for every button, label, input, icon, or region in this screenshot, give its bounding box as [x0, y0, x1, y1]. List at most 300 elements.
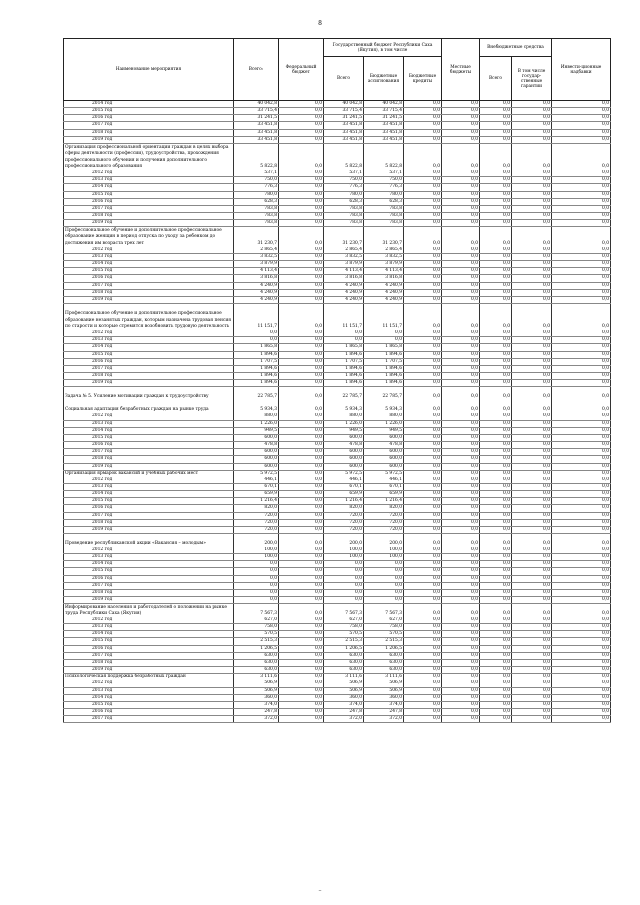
- year-label: 2013 год: [64, 687, 234, 694]
- amount-cell: 627,0: [234, 617, 279, 624]
- amount-cell: 0,0: [442, 463, 480, 470]
- amount-cell: 0,0: [404, 268, 442, 275]
- amount-cell: 0,0: [552, 617, 611, 624]
- amount-cell: 783,8: [324, 220, 364, 227]
- amount-cell: 0,0: [512, 220, 552, 227]
- year-row: [64, 645, 611, 652]
- amount-cell: 3 111,6: [324, 674, 364, 681]
- amount-cell: 0,0: [404, 337, 442, 344]
- year-row: [64, 427, 611, 434]
- year-row: [64, 667, 611, 674]
- amount-cell: 0,0: [442, 561, 480, 568]
- amount-cell: 783,8: [234, 212, 279, 219]
- amount-cell: 0,0: [480, 470, 512, 477]
- amount-cell: 0,0: [480, 434, 512, 441]
- amount-cell: 776,3: [364, 184, 404, 191]
- amount-cell: 0,0: [512, 253, 552, 260]
- amount-cell: 949,5: [234, 427, 279, 434]
- year-label: 2013 год: [64, 624, 234, 631]
- amount-cell: 0,0: [512, 387, 552, 400]
- amount-cell: 4 240,9: [364, 282, 404, 289]
- amount-cell: 0,0: [552, 561, 611, 568]
- amount-cell: 0,0: [442, 358, 480, 365]
- amount-cell: 0,0: [512, 442, 552, 449]
- amount-cell: 0,0: [404, 212, 442, 219]
- amount-cell: 0,0: [442, 365, 480, 372]
- amount-cell: 0,0: [480, 617, 512, 624]
- table-header: [63, 38, 611, 101]
- amount-cell: 880,0: [364, 413, 404, 420]
- year-label: 2017 год: [64, 205, 234, 212]
- amount-cell: 0,0: [480, 184, 512, 191]
- year-row: [64, 289, 611, 296]
- year-label: 2017 год: [64, 449, 234, 456]
- amount-cell: 0,0: [279, 351, 324, 358]
- amount-cell: 0,0: [512, 289, 552, 296]
- year-row: [64, 659, 611, 666]
- amount-cell: 0,0: [404, 526, 442, 533]
- header-local: Местные бюджеты: [442, 39, 480, 101]
- amount-cell: 630,0: [364, 659, 404, 666]
- amount-cell: 0,0: [552, 400, 611, 413]
- amount-cell: 0,0: [279, 413, 324, 420]
- amount-cell: 0,0: [279, 701, 324, 708]
- amount-cell: 0,0: [442, 680, 480, 687]
- amount-cell: 0,0: [279, 427, 324, 434]
- amount-cell: 0,0: [324, 561, 364, 568]
- amount-cell: 0,0: [552, 101, 611, 108]
- amount-cell: 478,8: [324, 442, 364, 449]
- amount-cell: 3 832,5: [364, 253, 404, 260]
- amount-cell: 4 240,9: [364, 296, 404, 303]
- amount-cell: 0,0: [512, 604, 552, 617]
- year-row: [64, 498, 611, 505]
- year-label: 2015 год: [64, 568, 234, 575]
- year-label: 2012 год: [64, 330, 234, 337]
- year-label: 2014 год: [64, 561, 234, 568]
- amount-cell: 0,0: [404, 220, 442, 227]
- amount-cell: 0,0: [279, 534, 324, 547]
- year-label: 2014 год: [64, 184, 234, 191]
- amount-cell: 0,0: [442, 617, 480, 624]
- year-row: [64, 449, 611, 456]
- amount-cell: 600,0: [234, 434, 279, 441]
- amount-cell: 0,0: [552, 365, 611, 372]
- year-row: [64, 337, 611, 344]
- amount-cell: 0,0: [442, 261, 480, 268]
- amount-cell: 0,0: [234, 582, 279, 589]
- amount-cell: 3 879,9: [324, 261, 364, 268]
- amount-cell: 720,0: [364, 512, 404, 519]
- amount-cell: 0,0: [512, 101, 552, 108]
- amount-cell: 0,0: [279, 136, 324, 143]
- year-row: [64, 456, 611, 463]
- amount-cell: 360,0: [234, 694, 279, 701]
- amount-cell: 506,9: [234, 687, 279, 694]
- amount-cell: 0,0: [442, 330, 480, 337]
- amount-cell: 40 042,8: [234, 101, 279, 108]
- year-row: [64, 491, 611, 498]
- year-label: 2012 год: [64, 547, 234, 554]
- amount-cell: 0,0: [442, 554, 480, 561]
- amount-cell: 33 451,8: [324, 136, 364, 143]
- measure-name: Организация ярмарок вакансий и учебных рабочих мест: [64, 470, 234, 477]
- measure-name: Задача № 5. Усиление мотивации граждан к трудоустройству: [64, 387, 234, 400]
- amount-cell: 0,0: [404, 652, 442, 659]
- amount-cell: 0,0: [404, 575, 442, 582]
- amount-cell: 0,0: [442, 205, 480, 212]
- measure-name: Социальная адаптация безработных граждан на рынке труда: [64, 400, 234, 413]
- year-row: [64, 296, 611, 303]
- amount-cell: 0,0: [279, 296, 324, 303]
- amount-cell: 0,0: [512, 122, 552, 129]
- amount-cell: 0,0: [279, 184, 324, 191]
- amount-cell: 0,0: [512, 212, 552, 219]
- year-row: [64, 358, 611, 365]
- amount-cell: 780,0: [324, 191, 364, 198]
- year-label: 2012 год: [64, 247, 234, 254]
- amount-cell: 0,0: [512, 449, 552, 456]
- amount-cell: 0,0: [404, 449, 442, 456]
- table-body: [63, 101, 611, 723]
- measure-name: Информирование населения и работодателей о положении на рынке труда Республики Саха (Якутия): [64, 604, 234, 617]
- amount-cell: 0,0: [324, 589, 364, 596]
- amount-cell: 0,0: [480, 220, 512, 227]
- amount-cell: 0,0: [552, 115, 611, 122]
- amount-cell: 0,0: [512, 227, 552, 247]
- amount-cell: 0,0: [404, 638, 442, 645]
- amount-cell: 0,0: [552, 108, 611, 115]
- amount-cell: 0,0: [279, 227, 324, 247]
- amount-cell: 0,0: [480, 638, 512, 645]
- amount-cell: 0,0: [442, 227, 480, 247]
- year-label: 2019 год: [64, 667, 234, 674]
- amount-cell: 0,0: [512, 380, 552, 387]
- amount-cell: 0,0: [404, 136, 442, 143]
- amount-cell: 0,0: [480, 129, 512, 136]
- year-label: 2019 год: [64, 380, 234, 387]
- amount-cell: 0,0: [480, 667, 512, 674]
- amount-cell: 0,0: [480, 330, 512, 337]
- amount-cell: 0,0: [404, 289, 442, 296]
- year-row: [64, 247, 611, 254]
- year-label: 2013 год: [64, 337, 234, 344]
- year-label: 2017 год: [64, 652, 234, 659]
- amount-cell: 0,0: [552, 177, 611, 184]
- amount-cell: 1 865,8: [324, 344, 364, 351]
- year-label: 2019 год: [64, 220, 234, 227]
- amount-cell: 0,0: [404, 534, 442, 547]
- amount-cell: 0,0: [512, 198, 552, 205]
- amount-cell: 0,0: [442, 184, 480, 191]
- year-row: [64, 709, 611, 716]
- amount-cell: 750,0: [324, 177, 364, 184]
- year-label: 2015 год: [64, 108, 234, 115]
- amount-cell: 0,0: [512, 477, 552, 484]
- amount-cell: 0,0: [552, 512, 611, 519]
- amount-cell: 600,0: [324, 434, 364, 441]
- amount-cell: 0,0: [404, 427, 442, 434]
- amount-cell: 0,0: [404, 282, 442, 289]
- amount-cell: 0,0: [279, 645, 324, 652]
- amount-cell: 720,0: [324, 512, 364, 519]
- amount-cell: 0,0: [279, 561, 324, 568]
- year-label: 2014 год: [64, 694, 234, 701]
- amount-cell: 0,0: [552, 337, 611, 344]
- amount-cell: 0,0: [279, 477, 324, 484]
- amount-cell: 0,0: [404, 351, 442, 358]
- amount-cell: 0,0: [442, 136, 480, 143]
- year-row: [64, 184, 611, 191]
- amount-cell: 0,0: [442, 191, 480, 198]
- amount-cell: 100,0: [324, 547, 364, 554]
- amount-cell: 1 894,6: [234, 351, 279, 358]
- year-label: 2015 год: [64, 268, 234, 275]
- amount-cell: 0,0: [442, 582, 480, 589]
- amount-cell: 0,0: [442, 547, 480, 554]
- amount-cell: 670,1: [234, 484, 279, 491]
- amount-cell: 0,0: [234, 330, 279, 337]
- amount-cell: 720,0: [234, 519, 279, 526]
- year-row: [64, 136, 611, 143]
- amount-cell: 0,0: [279, 420, 324, 427]
- amount-cell: 0,0: [404, 512, 442, 519]
- amount-cell: 0,0: [552, 687, 611, 694]
- amount-cell: 1 894,6: [234, 380, 279, 387]
- amount-cell: 0,0: [442, 659, 480, 666]
- amount-cell: 0,0: [480, 568, 512, 575]
- amount-cell: 0,0: [480, 604, 512, 617]
- amount-cell: 0,0: [404, 582, 442, 589]
- amount-cell: 31 230,7: [324, 227, 364, 247]
- year-label: 2017 год: [64, 365, 234, 372]
- amount-cell: 820,0: [364, 505, 404, 512]
- amount-cell: 0,0: [234, 589, 279, 596]
- amount-cell: 0,0: [234, 597, 279, 604]
- year-row: [64, 582, 611, 589]
- amount-cell: 0,0: [442, 491, 480, 498]
- amount-cell: 0,0: [442, 177, 480, 184]
- amount-cell: 0,0: [552, 554, 611, 561]
- amount-cell: 0,0: [480, 512, 512, 519]
- header-total: Всего:: [234, 39, 279, 101]
- year-label: 2014 год: [64, 631, 234, 638]
- amount-cell: 627,0: [324, 617, 364, 624]
- amount-cell: 31 241,5: [324, 115, 364, 122]
- amount-cell: 0,0: [480, 303, 512, 330]
- amount-cell: 0,0: [480, 358, 512, 365]
- year-label: 2017 год: [64, 282, 234, 289]
- amount-cell: 0,0: [279, 624, 324, 631]
- amount-cell: 0,0: [480, 554, 512, 561]
- amount-cell: 0,0: [364, 568, 404, 575]
- amount-cell: 600,0: [324, 449, 364, 456]
- amount-cell: 0,0: [552, 442, 611, 449]
- amount-cell: 4 240,9: [234, 296, 279, 303]
- amount-cell: 0,0: [480, 413, 512, 420]
- amount-cell: 1 894,6: [234, 365, 279, 372]
- amount-cell: 0,0: [404, 275, 442, 282]
- amount-cell: 0,0: [404, 498, 442, 505]
- year-row: [64, 434, 611, 441]
- amount-cell: 0,0: [442, 652, 480, 659]
- amount-cell: 0,0: [480, 427, 512, 434]
- amount-cell: 0,0: [442, 687, 480, 694]
- header-state-group: Государственный бюджет Республики Саха (Якутия), в том числе: [324, 39, 442, 57]
- amount-cell: 247,8: [234, 709, 279, 716]
- amount-cell: 0,0: [279, 694, 324, 701]
- amount-cell: 0,0: [480, 582, 512, 589]
- amount-cell: 40 042,8: [324, 101, 364, 108]
- amount-cell: 0,0: [442, 498, 480, 505]
- amount-cell: 0,0: [442, 220, 480, 227]
- amount-cell: 33 715,4: [234, 108, 279, 115]
- amount-cell: 0,0: [442, 387, 480, 400]
- amount-cell: 5 934,3: [364, 400, 404, 413]
- amount-cell: 630,0: [324, 659, 364, 666]
- amount-cell: 0,0: [552, 505, 611, 512]
- year-label: 2016 год: [64, 575, 234, 582]
- amount-cell: 720,0: [234, 526, 279, 533]
- measure-row: [64, 674, 611, 681]
- year-label: 2013 год: [64, 420, 234, 427]
- header-state-assign: Бюджетные ассигнования: [364, 57, 404, 101]
- amount-cell: 659,9: [234, 491, 279, 498]
- amount-cell: 0,0: [480, 101, 512, 108]
- amount-cell: 0,0: [512, 498, 552, 505]
- amount-cell: 628,3: [234, 198, 279, 205]
- amount-cell: 33 451,8: [324, 129, 364, 136]
- measure-row: [64, 303, 611, 330]
- amount-cell: 0,0: [404, 597, 442, 604]
- amount-cell: 0,0: [512, 177, 552, 184]
- amount-cell: 776,3: [324, 184, 364, 191]
- amount-cell: 5 934,3: [324, 400, 364, 413]
- amount-cell: 2 865,4: [324, 247, 364, 254]
- amount-cell: 5 972,5: [234, 470, 279, 477]
- amount-cell: 780,0: [364, 191, 404, 198]
- amount-cell: 880,0: [234, 413, 279, 420]
- year-label: 2018 год: [64, 289, 234, 296]
- amount-cell: 0,0: [442, 247, 480, 254]
- amount-cell: 446,1: [324, 477, 364, 484]
- year-row: [64, 463, 611, 470]
- amount-cell: 0,0: [404, 227, 442, 247]
- amount-cell: 0,0: [552, 667, 611, 674]
- measure-name: Профессиональное обучение и дополнительное профессиональное образование незанятых граждан, которым назначена трудовая пенсия по старости и которые стремятся возобновить трудовую деятельность: [64, 303, 234, 330]
- amount-cell: 0,0: [442, 631, 480, 638]
- amount-cell: 0,0: [442, 282, 480, 289]
- amount-cell: 0,0: [364, 337, 404, 344]
- amount-cell: 0,0: [512, 136, 552, 143]
- amount-cell: 0,0: [480, 589, 512, 596]
- amount-cell: 0,0: [480, 680, 512, 687]
- year-row: [64, 716, 611, 723]
- page-number: 8: [318, 20, 322, 27]
- amount-cell: 0,0: [512, 247, 552, 254]
- amount-cell: 570,5: [234, 631, 279, 638]
- amount-cell: 200,0: [324, 534, 364, 547]
- amount-cell: 0,0: [512, 420, 552, 427]
- year-row: [64, 212, 611, 219]
- amount-cell: 1 216,4: [364, 498, 404, 505]
- amount-cell: 0,0: [480, 442, 512, 449]
- year-row: [64, 589, 611, 596]
- amount-cell: 0,0: [279, 337, 324, 344]
- amount-cell: 600,0: [364, 434, 404, 441]
- amount-cell: 0,0: [404, 143, 442, 170]
- amount-cell: 0,0: [512, 143, 552, 170]
- amount-cell: 0,0: [552, 659, 611, 666]
- amount-cell: 0,0: [279, 253, 324, 260]
- amount-cell: 0,0: [404, 680, 442, 687]
- amount-cell: 0,0: [404, 470, 442, 477]
- amount-cell: 0,0: [442, 108, 480, 115]
- amount-cell: 247,8: [324, 709, 364, 716]
- amount-cell: 0,0: [404, 694, 442, 701]
- amount-cell: 0,0: [442, 456, 480, 463]
- amount-cell: 2 515,3: [324, 638, 364, 645]
- amount-cell: 0,0: [552, 604, 611, 617]
- amount-cell: 758,0: [234, 624, 279, 631]
- amount-cell: 1 707,5: [364, 358, 404, 365]
- amount-cell: 0,0: [512, 491, 552, 498]
- amount-cell: 0,0: [512, 674, 552, 681]
- amount-cell: 0,0: [552, 519, 611, 526]
- amount-cell: 0,0: [404, 674, 442, 681]
- amount-cell: 0,0: [364, 561, 404, 568]
- amount-cell: 1 865,8: [234, 344, 279, 351]
- year-label: 2014 год: [64, 427, 234, 434]
- amount-cell: 600,0: [234, 456, 279, 463]
- amount-cell: 0,0: [552, 624, 611, 631]
- amount-cell: 31 230,7: [234, 227, 279, 247]
- amount-cell: 0,0: [480, 498, 512, 505]
- amount-cell: 0,0: [480, 289, 512, 296]
- amount-cell: 0,0: [279, 434, 324, 441]
- year-row: [64, 652, 611, 659]
- amount-cell: 0,0: [480, 694, 512, 701]
- year-label: 2014 год: [64, 344, 234, 351]
- year-label: 2012 год: [64, 617, 234, 624]
- amount-cell: 0,0: [552, 136, 611, 143]
- amount-cell: 0,0: [279, 617, 324, 624]
- amount-cell: 0,0: [480, 477, 512, 484]
- amount-cell: 0,0: [404, 420, 442, 427]
- year-label: 2016 год: [64, 442, 234, 449]
- amount-cell: 0,0: [279, 597, 324, 604]
- amount-cell: 0,0: [279, 456, 324, 463]
- year-row: [64, 330, 611, 337]
- amount-cell: 0,0: [279, 387, 324, 400]
- amount-cell: 4 240,9: [324, 282, 364, 289]
- amount-cell: 0,0: [364, 575, 404, 582]
- amount-cell: 1 894,6: [324, 351, 364, 358]
- amount-cell: 360,0: [324, 694, 364, 701]
- amount-cell: 4 240,9: [324, 289, 364, 296]
- amount-cell: 720,0: [364, 519, 404, 526]
- amount-cell: 628,3: [324, 198, 364, 205]
- amount-cell: 659,9: [364, 491, 404, 498]
- measure-name: Психологическая поддержка безработных граждан: [64, 674, 234, 681]
- amount-cell: 0,0: [512, 358, 552, 365]
- amount-cell: 0,0: [480, 365, 512, 372]
- amount-cell: 0,0: [552, 198, 611, 205]
- amount-cell: 0,0: [404, 477, 442, 484]
- amount-cell: 0,0: [480, 631, 512, 638]
- amount-cell: 31 241,5: [364, 115, 404, 122]
- amount-cell: 0,0: [442, 449, 480, 456]
